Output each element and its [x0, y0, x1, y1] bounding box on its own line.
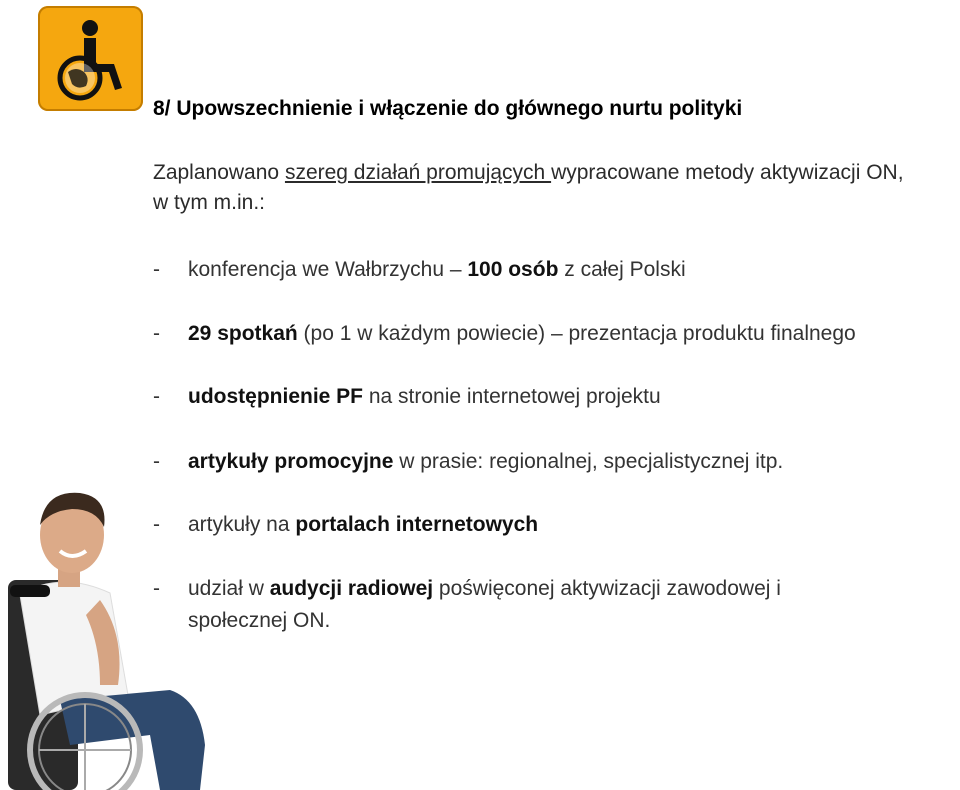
list-item-bold: 29 spotkań [188, 322, 298, 345]
list-item-text: poświęconej aktywizacji zawodowej i [433, 577, 781, 600]
list-dash: - [153, 577, 160, 600]
list-dash: - [153, 258, 160, 281]
list-item-bold: 100 osób [467, 258, 559, 281]
list-item-text: w prasie: regionalnej, specjalistycznej itp. [393, 450, 784, 473]
list-item-text: z całej Polski [558, 258, 686, 281]
list-dash: - [153, 513, 160, 536]
list-item-bold: portalach internetowych [295, 513, 539, 536]
list-dash: - [153, 322, 160, 345]
list-item-bold: audycji radiowej [269, 577, 434, 600]
list-item [153, 254, 958, 286]
intro-text-1: Zaplanowano [153, 161, 285, 184]
intro-text-2: wypracowane metody aktywizacji ON, w tym m.in.: [153, 161, 904, 214]
list-item [153, 573, 958, 637]
list-item-text: udział w [188, 577, 270, 600]
section-heading: 8/ Upowszechnienie i włączenie do głównego nurtu polityki [153, 97, 743, 120]
list-item-text: na stronie internetowej projektu [363, 385, 661, 408]
list-item-bold: udostępnienie PF [188, 385, 364, 408]
wheelchair-logo-icon [38, 6, 143, 111]
list-item [153, 318, 958, 350]
list-dash: - [153, 450, 160, 473]
list-item-text: (po 1 w każdym powiecie) – prezentacja produktu finalnego [297, 322, 856, 345]
list-item-text: konferencja we Wałbrzychu – [188, 258, 468, 281]
list-item [153, 381, 958, 413]
intro-paragraph [153, 158, 913, 218]
list-item-text: artykuły na [188, 513, 296, 536]
list-item-continuation: społecznej ON. [188, 609, 331, 632]
list-item-bold: artykuły promocyjne [188, 450, 394, 473]
man-in-wheelchair-photo [0, 485, 220, 790]
list-item [153, 509, 958, 541]
list-item [153, 446, 958, 478]
intro-underlined-text: szereg działań promujących [284, 161, 552, 184]
list-dash: - [153, 385, 160, 408]
